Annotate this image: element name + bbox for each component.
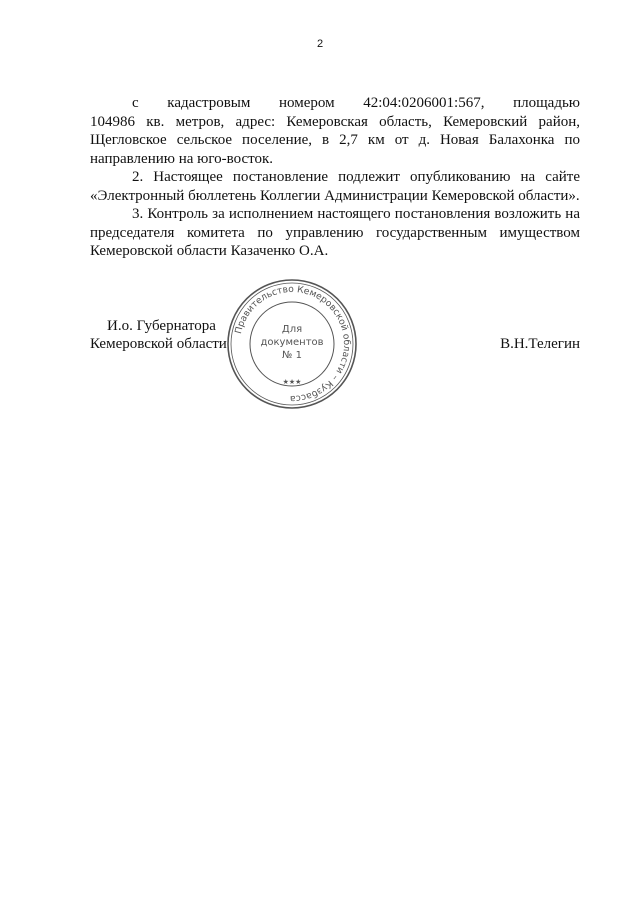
paragraph-1-first-line: с кадастровым номером 42:04:0206001:567, площадью [132, 95, 580, 111]
seal-line-3: № 1 [282, 350, 302, 361]
signer-title-line-1: И.о. Губернатора [107, 318, 216, 334]
paragraph-1-continuation: 104986 кв. метров, адрес: Кемеровская область, Кемеровский район, Щегловское сельское поселение, в 2,7 км от д. Новая Балахонка по направлению на юго-восток. [90, 113, 580, 167]
page-number: 2 [316, 38, 324, 50]
document-body [90, 94, 580, 261]
official-seal [224, 276, 360, 412]
seal-line-2: документов [260, 337, 324, 348]
seal-outer-text: Правительство Кемеровской области – Кузбасса [233, 283, 353, 405]
signer-name: В.Н.Телегин [500, 336, 580, 352]
paragraph-2: 2. Настоящее постановление подлежит опубликованию на сайте «Электронный бюллетень Коллегии Администрации Кемеровской области». [90, 169, 580, 204]
signer-title-line-2: Кемеровской области [90, 336, 227, 352]
paragraph-3: 3. Контроль за исполнением настоящего постановления возложить на председателя комитета по управлению государственным имуществом Кемеровской области Казаченко О.А. [90, 206, 580, 259]
seal-line-1: Для [281, 324, 303, 335]
seal-stars: ★★★ [282, 378, 302, 386]
